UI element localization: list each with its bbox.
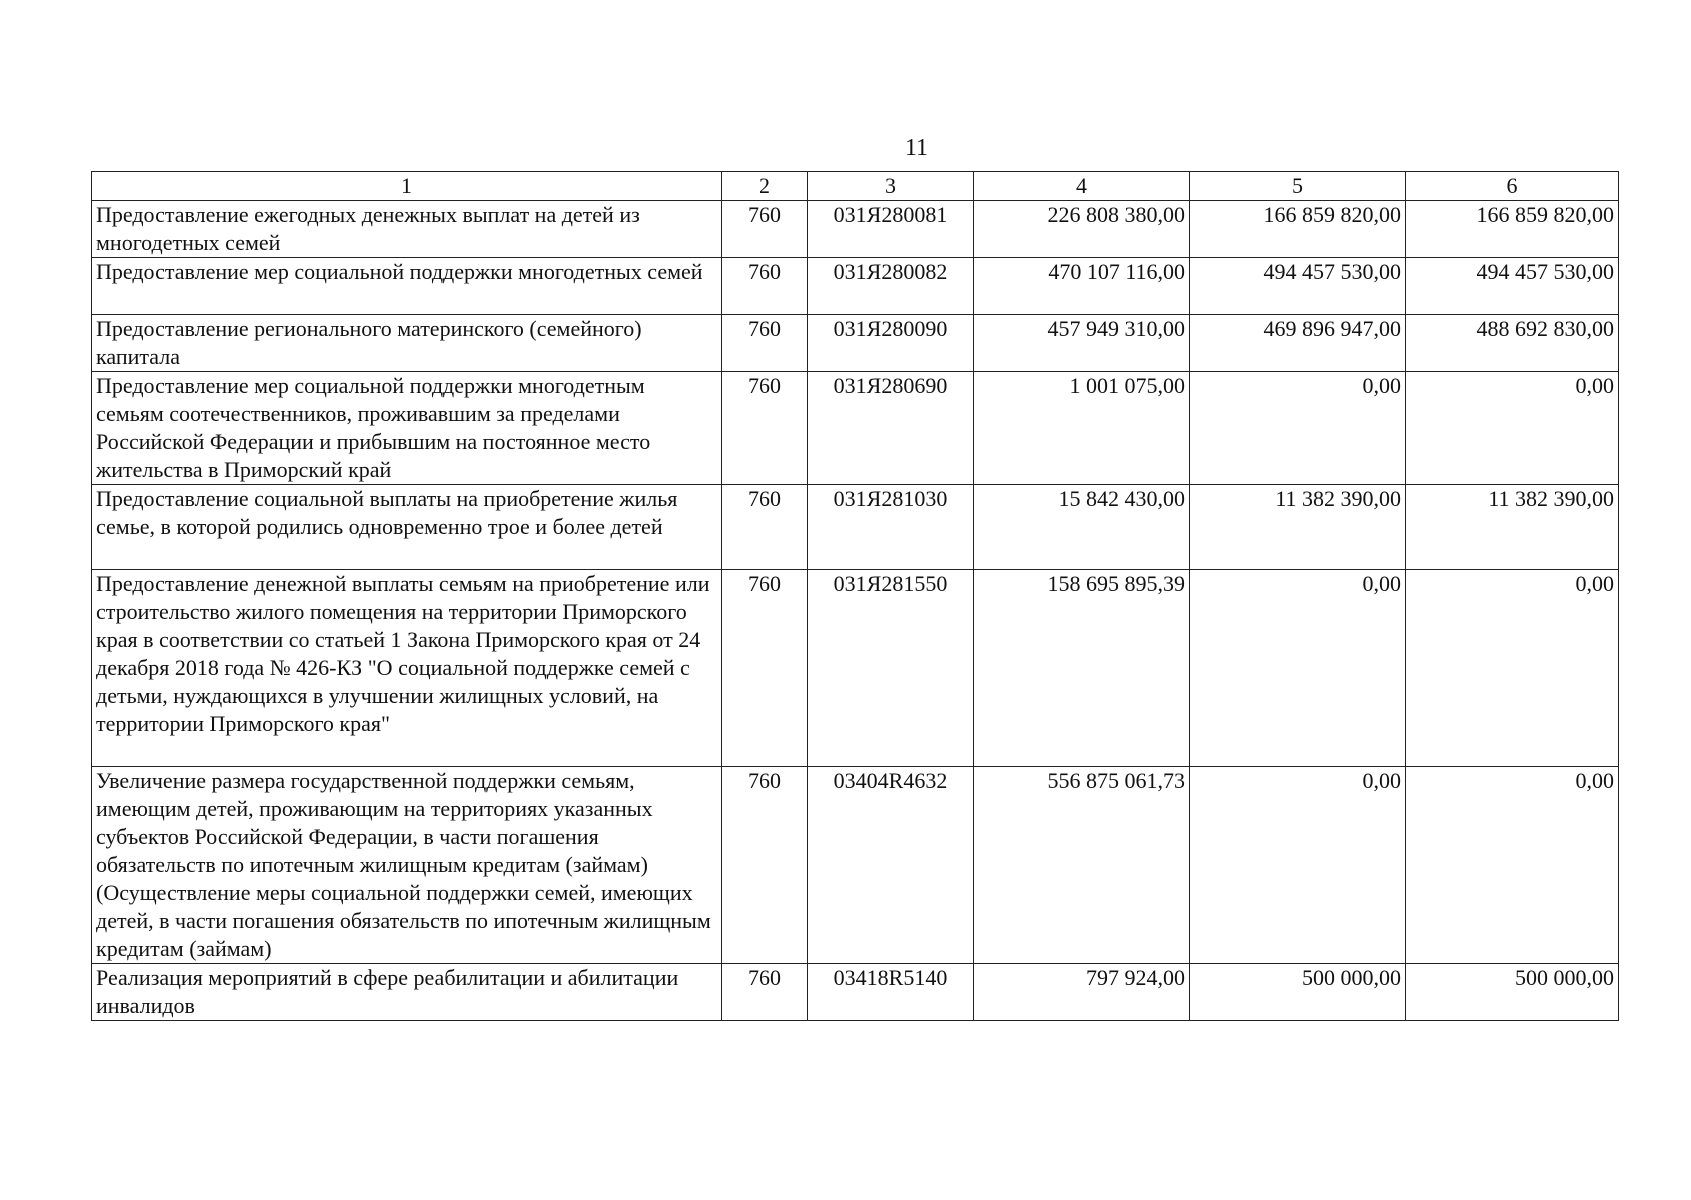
column-header: 5 bbox=[1190, 172, 1406, 201]
row-value-col5: 0,00 bbox=[1190, 570, 1406, 767]
row-name: Предоставление денежной выплаты семьям на приобретение или строительство жилого помещения на территории Приморского края в соответствии со статьей 1 Закона Приморского края от 24 декабря 2018 года № 426-КЗ "О социальной поддержке семей с детьми, нуждающихся в улучшении жилищных условий, на территории Приморского края" bbox=[92, 570, 722, 767]
row-value-col6: 0,00 bbox=[1406, 767, 1619, 964]
column-header: 1 bbox=[92, 172, 722, 201]
header-row bbox=[92, 172, 1619, 201]
row-target-article: 031Я281030 bbox=[808, 485, 974, 570]
row-value-col6: 0,00 bbox=[1406, 372, 1619, 485]
row-target-article: 031Я280082 bbox=[808, 258, 974, 315]
row-value-col6: 11 382 390,00 bbox=[1406, 485, 1619, 570]
row-name: Предоставление мер социальной поддержки многодетным семьям соотечественников, проживавшим за пределами Российской Федерации и прибывшим на постоянное место жительства в Приморский край bbox=[92, 372, 722, 485]
row-code: 760 bbox=[722, 964, 808, 1021]
row-name: Предоставление мер социальной поддержки многодетных семей bbox=[92, 258, 722, 315]
table-row bbox=[92, 485, 1619, 570]
row-target-article: 031Я280081 bbox=[808, 201, 974, 258]
table-row bbox=[92, 767, 1619, 964]
table-row bbox=[92, 258, 1619, 315]
row-value-col5: 494 457 530,00 bbox=[1190, 258, 1406, 315]
row-target-article: 031Я280690 bbox=[808, 372, 974, 485]
budget-table bbox=[91, 171, 1619, 1021]
row-code: 760 bbox=[722, 372, 808, 485]
column-header: 6 bbox=[1406, 172, 1619, 201]
row-name: Предоставление ежегодных денежных выплат на детей из многодетных семей bbox=[92, 201, 722, 258]
row-code: 760 bbox=[722, 201, 808, 258]
row-value-col4: 556 875 061,73 bbox=[974, 767, 1190, 964]
row-value-col4: 797 924,00 bbox=[974, 964, 1190, 1021]
row-value-col4: 470 107 116,00 bbox=[974, 258, 1190, 315]
column-header: 3 bbox=[808, 172, 974, 201]
row-value-col4: 15 842 430,00 bbox=[974, 485, 1190, 570]
page-number: 11 bbox=[904, 135, 929, 161]
row-code: 760 bbox=[722, 767, 808, 964]
row-value-col5: 469 896 947,00 bbox=[1190, 315, 1406, 372]
row-code: 760 bbox=[722, 315, 808, 372]
row-value-col5: 0,00 bbox=[1190, 767, 1406, 964]
row-target-article: 031Я281550 bbox=[808, 570, 974, 767]
row-value-col5: 500 000,00 bbox=[1190, 964, 1406, 1021]
table-row bbox=[92, 201, 1619, 258]
row-value-col5: 11 382 390,00 bbox=[1190, 485, 1406, 570]
row-target-article: 03404R4632 bbox=[808, 767, 974, 964]
row-name: Увеличение размера государственной поддержки семьям, имеющим детей, проживающим на территориях указанных субъектов Российской Федерации, в части погашения обязательств по ипотечным жилищным кредитам (займам) (Осуществление меры социальной поддержки семей, имеющих детей, в части погашения обязательств по ипотечным жилищным кредитам (займам) bbox=[92, 767, 722, 964]
row-value-col6: 488 692 830,00 bbox=[1406, 315, 1619, 372]
row-value-col6: 0,00 bbox=[1406, 570, 1619, 767]
table-row bbox=[92, 372, 1619, 485]
table-row bbox=[92, 315, 1619, 372]
row-name: Реализация мероприятий в сфере реабилитации и абилитации инвалидов bbox=[92, 964, 722, 1021]
row-value-col6: 166 859 820,00 bbox=[1406, 201, 1619, 258]
column-header: 2 bbox=[722, 172, 808, 201]
row-value-col5: 166 859 820,00 bbox=[1190, 201, 1406, 258]
row-value-col4: 226 808 380,00 bbox=[974, 201, 1190, 258]
row-code: 760 bbox=[722, 258, 808, 315]
table-row bbox=[92, 570, 1619, 767]
row-code: 760 bbox=[722, 485, 808, 570]
row-code: 760 bbox=[722, 570, 808, 767]
row-value-col4: 158 695 895,39 bbox=[974, 570, 1190, 767]
row-value-col4: 457 949 310,00 bbox=[974, 315, 1190, 372]
row-value-col6: 500 000,00 bbox=[1406, 964, 1619, 1021]
row-target-article: 031Я280090 bbox=[808, 315, 974, 372]
column-header: 4 bbox=[974, 172, 1190, 201]
row-value-col5: 0,00 bbox=[1190, 372, 1406, 485]
row-name: Предоставление регионального материнского (семейного) капитала bbox=[92, 315, 722, 372]
row-value-col6: 494 457 530,00 bbox=[1406, 258, 1619, 315]
row-target-article: 03418R5140 bbox=[808, 964, 974, 1021]
table-row bbox=[92, 964, 1619, 1021]
row-value-col4: 1 001 075,00 bbox=[974, 372, 1190, 485]
row-name: Предоставление социальной выплаты на приобретение жилья семье, в которой родились одновременно трое и более детей bbox=[92, 485, 722, 570]
